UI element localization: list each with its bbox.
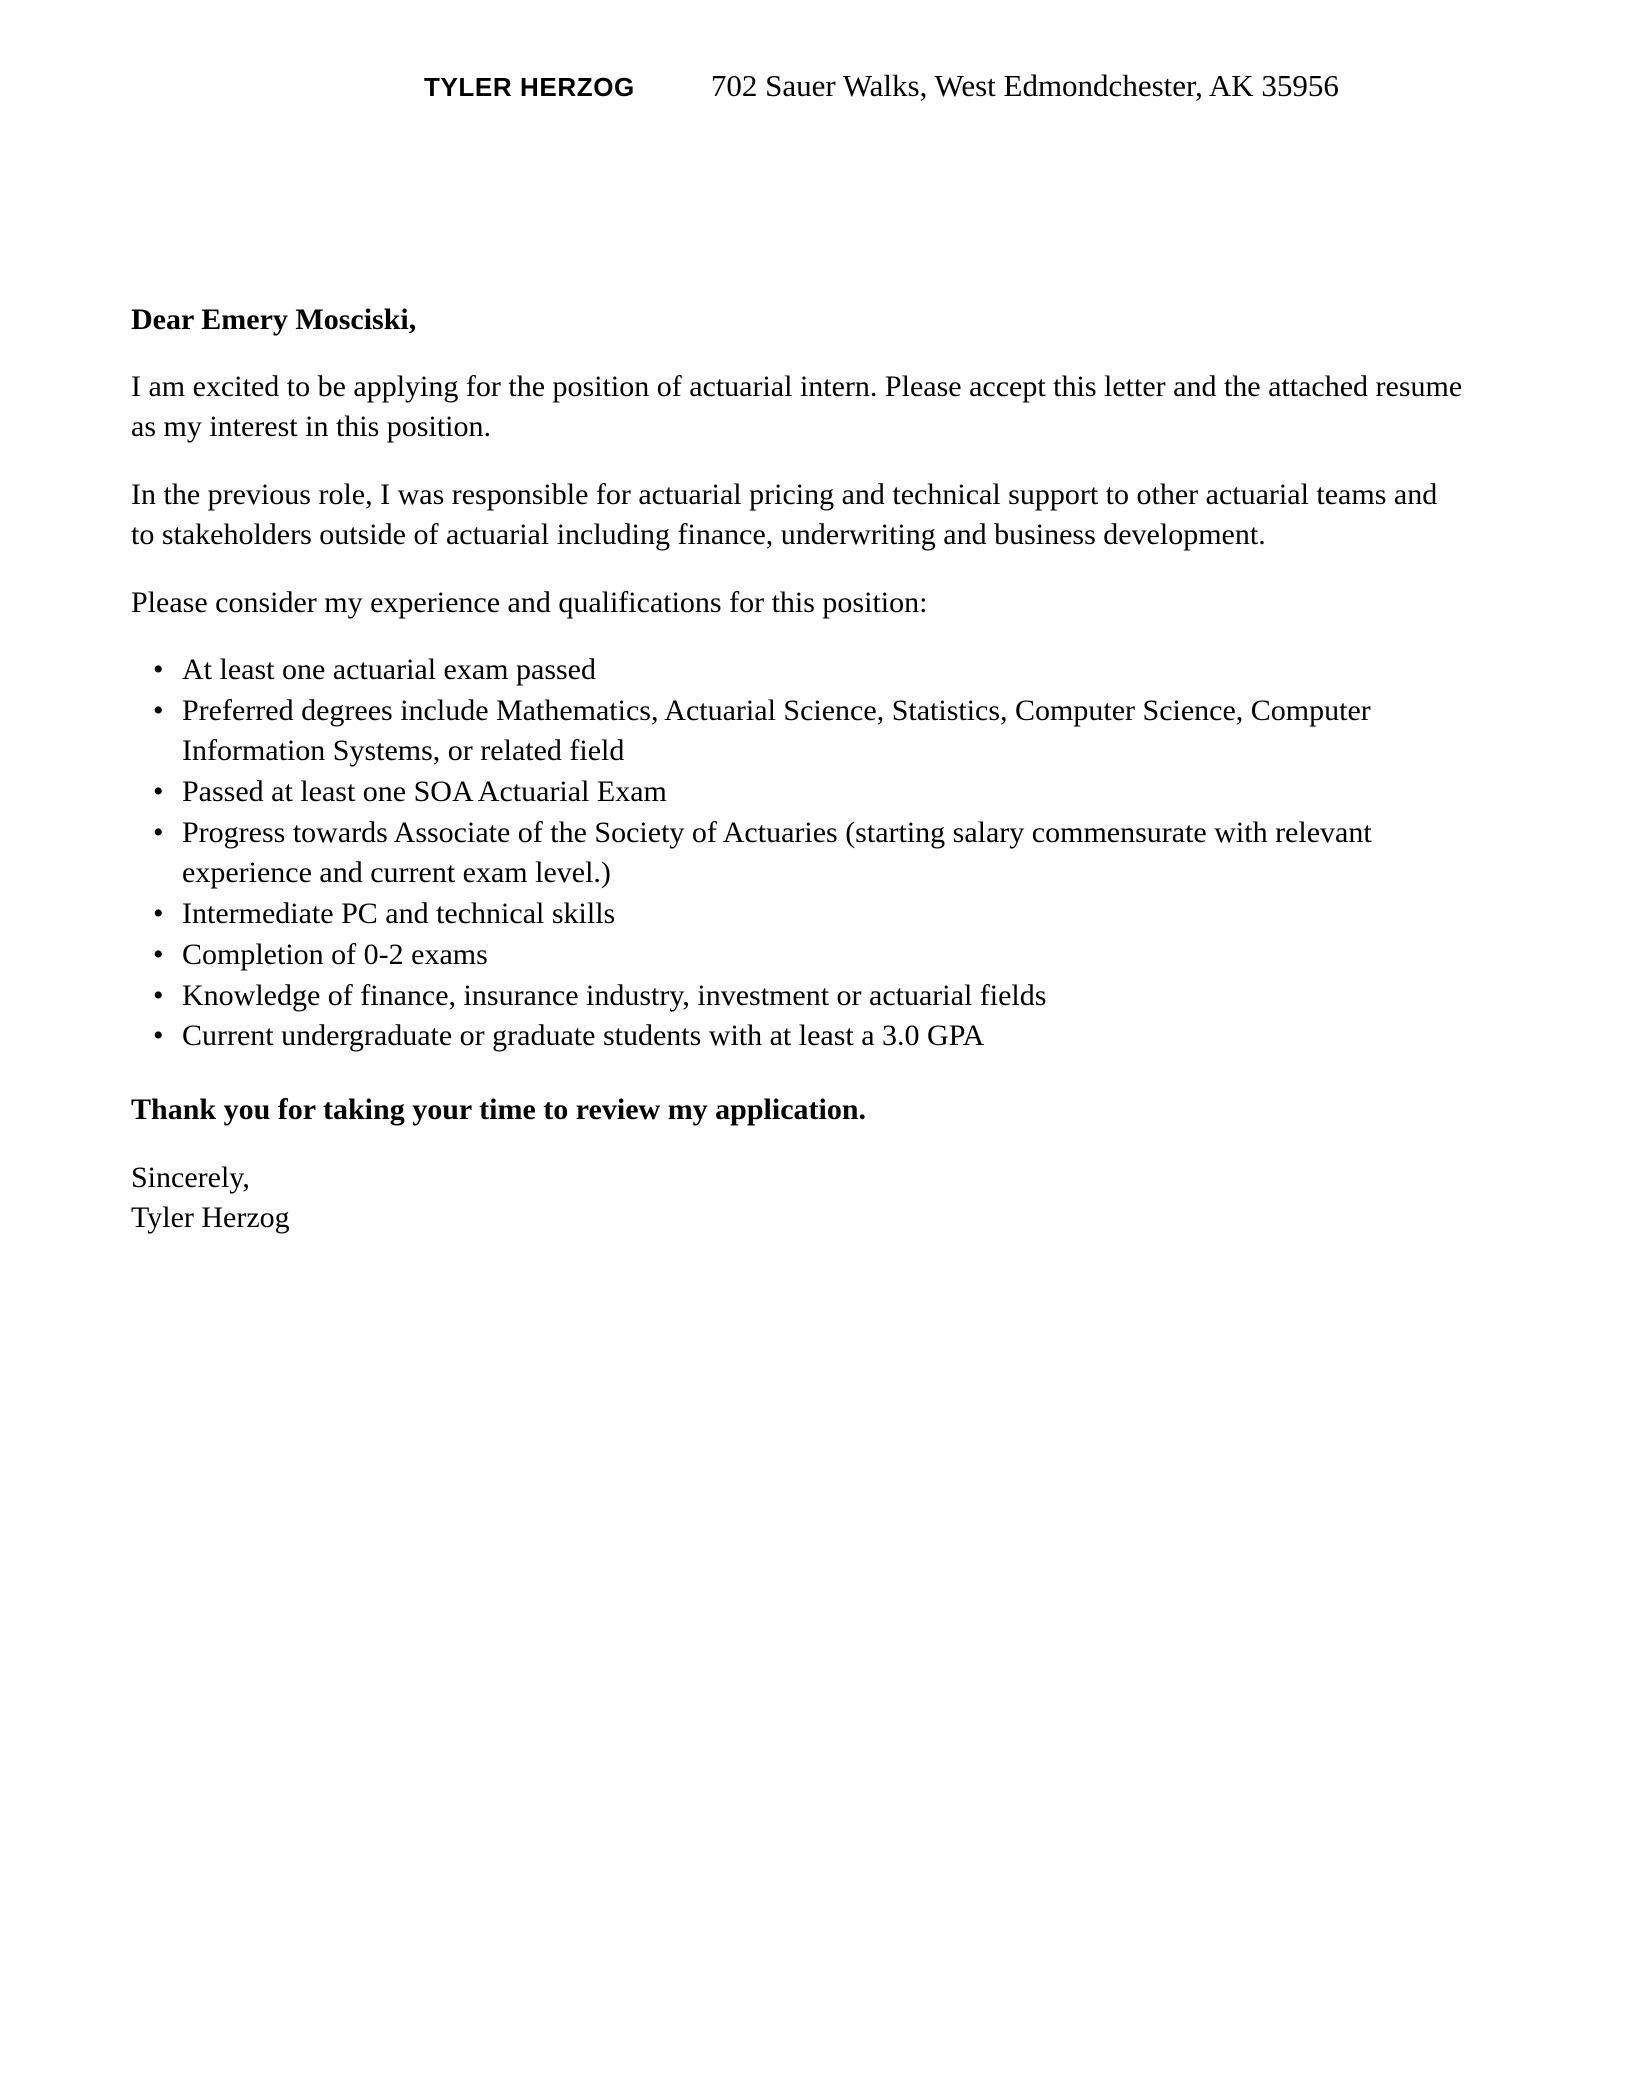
valediction: Sincerely,	[131, 1161, 250, 1195]
signature-block	[131, 1158, 1467, 1238]
list-item: • Preferred degrees include Mathematics, Actuarial Science, Statistics, Computer Science, Computer Information Systems, or related field	[131, 691, 1467, 771]
sender-address: 702 Sauer Walks, West Edmondchester, AK 35956	[710, 68, 1339, 103]
list-item: • Progress towards Associate of the Society of Actuaries (starting salary commensurate with relevant experience and current exam level.)	[131, 813, 1467, 893]
letter-body	[131, 300, 1467, 1238]
sender-name: TYLER HERZOG	[424, 72, 635, 102]
list-item: • At least one actuarial exam passed	[131, 650, 1467, 690]
qualifications-list	[131, 650, 1467, 1056]
list-item: • Completion of 0-2 exams	[131, 935, 1467, 975]
letterhead	[131, 68, 1501, 114]
closing-thanks: Thank you for taking your time to review my application.	[131, 1093, 867, 1127]
body-paragraph-3: Please consider my experience and qualifications for this position:	[131, 585, 928, 619]
body-paragraph-1: I am excited to be applying for the position of actuarial intern. Please accept this letter and the attached resume as my interest in this position.	[131, 370, 1463, 443]
salutation: Dear Emery Mosciski,	[131, 303, 417, 336]
list-item: • Knowledge of finance, insurance industry, investment or actuarial fields	[131, 976, 1467, 1016]
list-item: • Current undergraduate or graduate students with at least a 3.0 GPA	[131, 1016, 1467, 1056]
signature-name: Tyler Herzog	[131, 1201, 290, 1235]
list-item: • Intermediate PC and technical skills	[131, 894, 1467, 934]
body-paragraph-2: In the previous role, I was responsible for actuarial pricing and technical support to other actuarial teams and to stakeholders outside of actuarial including finance, underwriting and business development.	[131, 477, 1438, 551]
list-item: • Passed at least one SOA Actuarial Exam	[131, 772, 1467, 812]
